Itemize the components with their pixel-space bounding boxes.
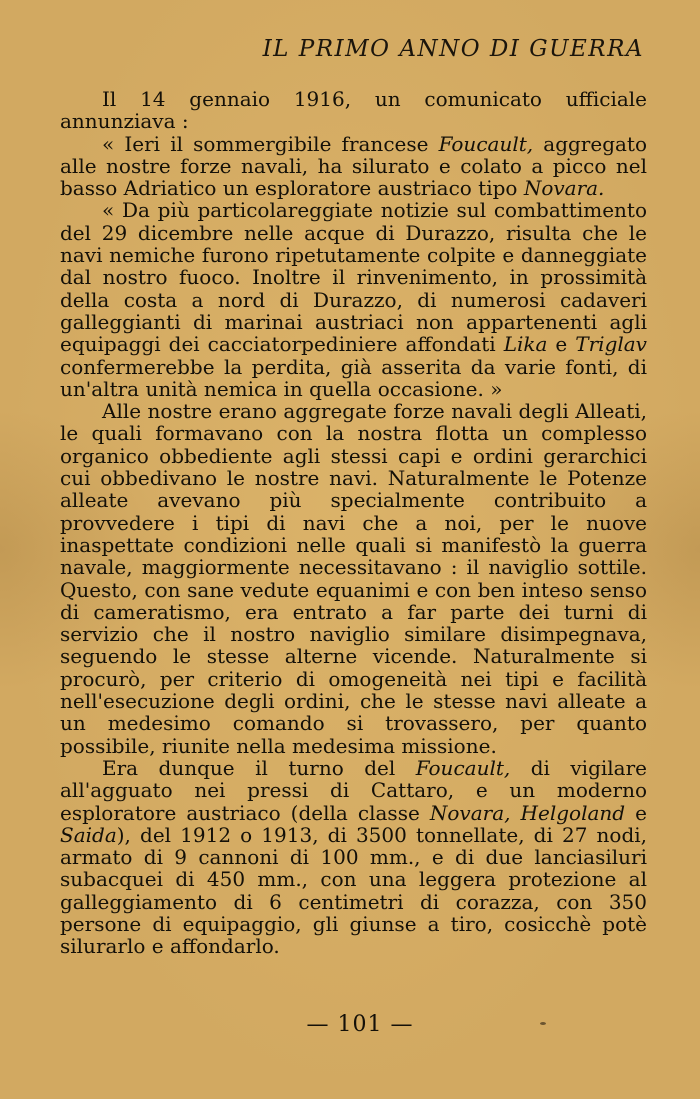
- text-run: « Da più particolareggiate notizie sul combattimento del 29 dicembre nelle acque di Durazzo, risulta che le navi nemiche furono ripetutamente colpite e danneggiate dal nostro fuoco. Inoltre il rinvenimento, in prossimità della costa a nord di Durazzo, di numerosi cadaveri galleggianti di marinai austriaci non appartenenti agli equipaggi dei cacciatorpediniere affondati: [60, 198, 647, 357]
- paragraph: [60, 757, 647, 958]
- text-run: e: [547, 332, 576, 357]
- paragraph: [60, 88, 647, 133]
- italic-text: Saida: [60, 822, 117, 847]
- text-run: Era dunque il turno del: [102, 755, 416, 780]
- ink-speck: [540, 1022, 546, 1025]
- paragraph: [60, 133, 647, 200]
- page-number-label: — 101 —: [306, 1012, 414, 1037]
- italic-text: Lika: [503, 332, 548, 357]
- running-title: IL PRIMO ANNO DI GUERRA: [262, 36, 644, 62]
- italic-text: Triglav: [575, 332, 647, 357]
- text-run: e: [625, 800, 647, 825]
- italic-text: Foucault,: [438, 131, 534, 156]
- body-text: [60, 88, 647, 958]
- paragraph: [60, 400, 647, 757]
- text-run: confermerebbe la perdita, già asserita da varie fonti, di un'altra unità nemica in quella occasione. »: [60, 354, 647, 401]
- page-number: [0, 1012, 700, 1037]
- paragraph: [60, 199, 647, 400]
- italic-text: Novara, Helgoland: [429, 800, 626, 825]
- text-run: « Ieri il sommergibile francese: [102, 131, 439, 156]
- italic-text: Foucault,: [415, 755, 511, 780]
- italic-text: Novara.: [523, 176, 605, 201]
- text-run: di vigilare all'agguato nei pressi di Cattaro, e un moderno esploratore austriaco (della classe: [60, 755, 647, 825]
- text-run: ), del 1912 o 1913, di 3500 tonnellate, di 27 nodi, armato di 9 cannoni di 100 mm., e di due lanciasiluri subacquei di 450 mm., con una leggera protezione al galleggiamento di 6 centimetri di corazza, con 350 persone di equipaggio, gli giunse a tiro, cosicchè potè silurarlo e affondarlo.: [60, 822, 647, 959]
- text-run: Alle nostre erano aggregate forze navali degli Alleati, le quali formavano con la nostra flotta un complesso organico obbediente agli stessi capi e ordini gerarchici cui obbedivano le nostre navi. Naturalmente le Potenze alleate avevano più specialmente contribuito a provvedere i tipi di navi che a noi, per le nuove inaspettate condizioni nelle quali si manifestò la guerra navale, maggiormente necessitavano : il naviglio sottile. Questo, con sane vedute equanimi e con ben inteso senso di cameratismo, era entrato a far parte dei turni di servizio che il nostro naviglio similare disimpegnava, seguendo le stesse alterne vicende. Naturalmente si procurò, per criterio di omogeneità nei tipi e facilità nell'esecuzione degli ordini, che le stesse navi alleate a un medesimo comando si trovassero, per quanto possibile, riunite nella medesima missione.: [60, 399, 647, 758]
- text-run: Il 14 gennaio 1916, un comunicato ufficiale annunziava :: [60, 87, 647, 134]
- text-run: aggregato alle nostre forze navali, ha silurato e colato a picco nel basso Adriatico un esploratore austriaco tipo: [60, 131, 647, 201]
